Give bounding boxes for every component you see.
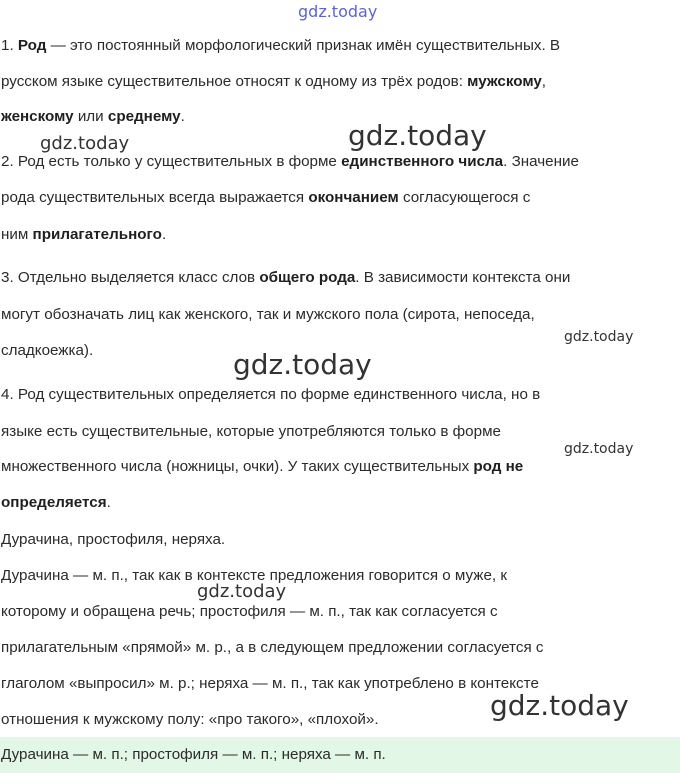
text-run: .: [106, 494, 111, 511]
watermark: gdz.today: [564, 441, 634, 457]
rule-4-line-2: [1, 422, 680, 442]
text-run: — это постоянный морфологический признак имён существительных. В: [46, 37, 561, 54]
text-run: Дурачина, простофиля, неряха.: [1, 531, 226, 548]
explanation-line-1: [1, 566, 680, 586]
explanation-line-2: [1, 602, 680, 622]
explanation-line-3: [1, 638, 680, 658]
watermark: gdz.today: [197, 581, 287, 602]
text-run: . В зависимости контекста они: [355, 269, 571, 286]
text-run: .: [161, 226, 167, 243]
bold-term: мужскому: [467, 73, 542, 90]
watermark: gdz.today: [233, 348, 372, 381]
text-run: 2. Род есть только у существительных в форме: [1, 153, 342, 170]
text-run: отношения к мужскому полу: «про такого», «плохой».: [1, 711, 379, 728]
text-run: Дурачина — м. п., так как в контексте предложения говорится о муже, к: [1, 567, 507, 584]
task-words: [1, 530, 680, 550]
rule-2-line-1: [1, 152, 680, 172]
text-run: сладкоежка).: [1, 342, 94, 359]
rule-1-line-3: [1, 107, 680, 127]
watermark: gdz.today: [40, 133, 130, 154]
rule-2-line-3: [1, 225, 680, 245]
text-run: ,: [541, 73, 547, 90]
rule-3-line-2: [1, 305, 680, 325]
text-run: согласующегося с: [398, 189, 531, 206]
text-run: глаголом «выпросил» м. р.; неряха — м. п., так как употреблено в контексте: [1, 675, 539, 692]
text-run: .: [180, 108, 185, 125]
rule-3-line-1: [1, 268, 680, 288]
bold-term: прилагательного: [32, 226, 162, 243]
text-run: . Значение: [503, 153, 579, 170]
watermark: gdz.today: [348, 119, 487, 152]
text-run: 4. Род существительных определяется по форме единственного числа, но в: [1, 386, 541, 403]
rule-4-line-1: [1, 385, 680, 405]
text-run: 3. Отдельно выделяется класс слов: [1, 269, 260, 286]
bold-term: род не: [473, 458, 524, 475]
bold-term: женскому: [1, 108, 74, 125]
text-run: 1.: [1, 37, 18, 54]
text-run: Дурачина — м. п.; простофиля — м. п.; неряха — м. п.: [1, 746, 386, 763]
bold-term: определяется: [1, 494, 107, 511]
bold-term: окончанием: [308, 189, 399, 206]
bold-term: общего рода: [259, 269, 356, 286]
text-run: русском языке существительное относят к одному из трёх родов:: [1, 73, 468, 90]
text-run: рода существительных всегда выражается: [1, 189, 309, 206]
text-run: ним: [1, 226, 33, 243]
rule-4-line-3: [1, 457, 680, 477]
rule-2-line-2: [1, 188, 680, 208]
text-run: языке есть существительные, которые употребляются только в форме: [1, 423, 501, 440]
text-run: прилагательным «прямой» м. р., а в следующем предложении согласуется с: [1, 639, 544, 656]
bold-term: среднему: [107, 108, 181, 125]
watermark-top: gdz.today: [298, 2, 378, 21]
rule-1-line-1: [1, 36, 680, 56]
rule-4-line-4: [1, 493, 680, 513]
watermark: gdz.today: [564, 329, 634, 345]
text-run: множественного числа (ножницы, очки). У таких существительных: [1, 458, 474, 475]
answer-line: [1, 745, 680, 765]
bold-term: единственного числа: [341, 153, 504, 170]
text-run: которому и обращена речь; простофиля — м. п., так как согласуется с: [1, 603, 498, 620]
text-run: или: [73, 108, 108, 125]
rule-1-line-2: [1, 72, 680, 92]
bold-term: Род: [17, 37, 47, 54]
watermark: gdz.today: [490, 689, 629, 722]
text-run: могут обозначать лиц как женского, так и мужского пола (сирота, непоседа,: [1, 306, 535, 323]
